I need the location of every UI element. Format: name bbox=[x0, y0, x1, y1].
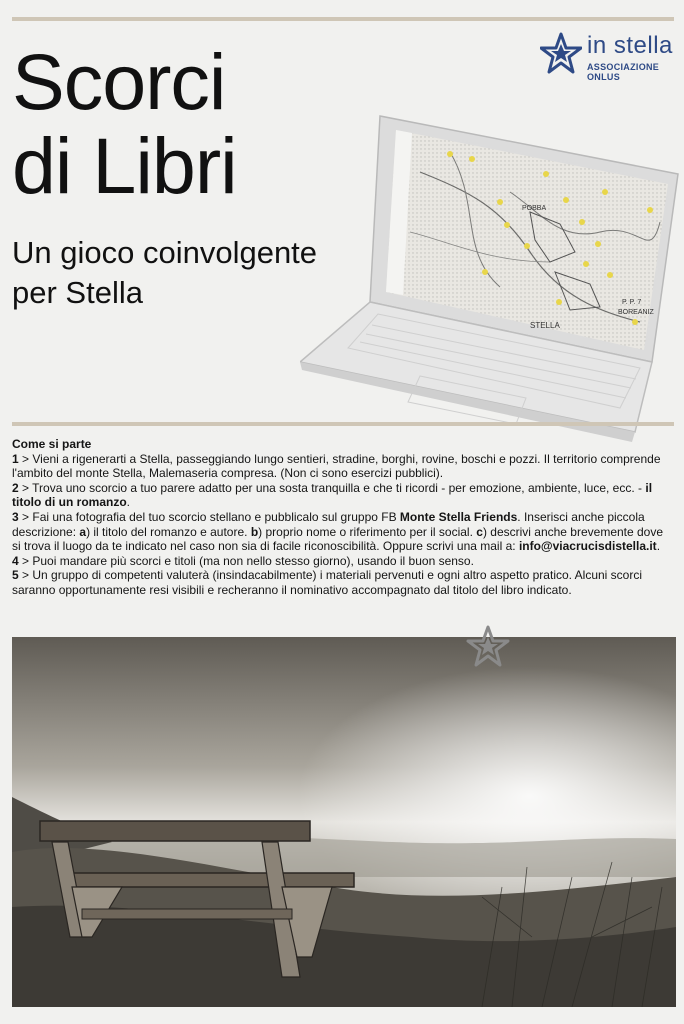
logo bbox=[540, 32, 675, 82]
logo-subtitle: ASSOCIAZIONE ONLUS bbox=[587, 62, 660, 82]
page-title bbox=[12, 37, 237, 210]
middle-divider bbox=[12, 422, 674, 426]
top-divider bbox=[12, 17, 674, 21]
rules-section bbox=[12, 437, 672, 598]
rules-heading: Come si parte bbox=[12, 437, 92, 451]
page-subtitle bbox=[12, 233, 317, 313]
rule-2: 2 > Trova uno scorcio a tuo parere adatto per una sosta tranquilla e che ti ricordi - per emozione, ambiente, luce, ecc. - il titolo di un romanzo. bbox=[12, 480, 653, 510]
subtitle-line-2: per Stella bbox=[12, 275, 143, 310]
laptop-illustration bbox=[300, 112, 680, 448]
map-label-boreaniz: BOREANIZ bbox=[618, 309, 654, 316]
map-label-pobba: POBBA bbox=[522, 205, 547, 212]
bench-landscape-photo bbox=[12, 637, 676, 1007]
rule-3: 3 > Fai una fotografia del tuo scorcio stellano e pubblicalo sul gruppo FB Monte Stella Friends. Inserisci anche piccola descrizione: a) il titolo del romanzo e autore. b) proprio nome o riferimento per il social. c) descrivi anche brevemente dove si trova il luogo da te indicato nel caso non sia di facile riconoscibilità. Oppure scrivi una mail a: info@viacrucisdistella.it. bbox=[12, 509, 664, 554]
contact-email[interactable]: info@viacrucisdistella.it bbox=[518, 539, 657, 554]
map-label-stella: STELLA bbox=[530, 321, 560, 330]
star-icon bbox=[466, 624, 510, 668]
map-label-pp7: P. P. 7 bbox=[622, 299, 642, 306]
rule-4: 4 > Puoi mandare più scorci e titoli (ma non nello stesso giorno), usando il buon senso. bbox=[12, 553, 474, 568]
title-line-2: di Libri bbox=[12, 121, 237, 210]
logo-brand: in stella bbox=[587, 32, 673, 59]
rule-1: 1 > Vieni a rigenerarti a Stella, passeggiando lungo sentieri, stradine, borghi, rovine, boschi e pozzi. Il territorio comprende l'ambito del monte Stella, Malemaseria compresa. (Non ci sono esercizi pubblici). bbox=[12, 451, 661, 481]
star-icon bbox=[540, 32, 582, 74]
subtitle-line-1: Un gioco coinvolgente bbox=[12, 235, 318, 270]
title-line-1: Scorci bbox=[12, 37, 226, 126]
rule-5: 5 > Un gruppo di competenti valuterà (insindacabilmente) i materiali pervenuti e ogni altro aspetto pratico. Alcuni scorci saranno opportunamente resi visibili e recheranno il nominativo accompagnato dal titolo del libro indicato. bbox=[12, 568, 643, 597]
